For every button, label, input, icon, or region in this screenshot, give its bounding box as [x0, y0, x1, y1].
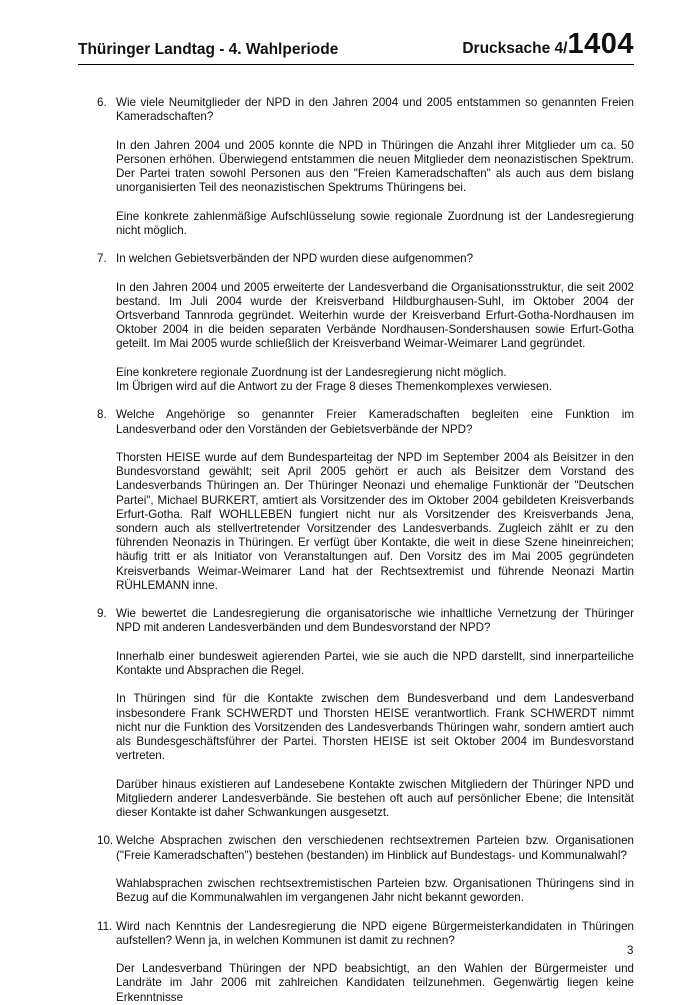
answer-paragraph: Innerhalb einer bundesweit agierenden Partei, wie sie auch die NPD darstellt, sind innerparteiliche Kontakte und Absprachen die Regel. [116, 649, 634, 677]
page-header [78, 20, 634, 65]
document-title: Thüringer Landtag - 4. Wahlperiode [78, 41, 339, 58]
question [97, 834, 634, 862]
question-number: 8. [97, 408, 107, 422]
question-text: Wie bewertet die Landesregierung die organisatorische wie inhaltliche Vernetzung der Thüringer NPD mit anderen Landesverbänden und dem Bundesvorstand der NPD? [116, 607, 634, 635]
answer-paragraph: Wahlabsprachen zwischen rechtsextremistischen Parteien bzw. Organisationen Thüringens sind in Bezug auf die Kommunalwahlen im vergangenen Jahr nicht bekannt geworden. [116, 876, 634, 905]
question-item [97, 920, 634, 1005]
answer-paragraph: In den Jahren 2004 und 2005 erweiterte der Landesverband die Organisationsstruktur, die seit 2002 bestand. Im Juli 2004 wurde der Kreisverband Hildburghausen-Suhl, im Oktober 2004 der Ortsverband Tannroda gegründet. Weiterhin wurde der Kreisverband Erfurt-Gotha-Nordhausen im Oktober 2004 in die beiden separaten Verbände Nordhausen-Sondershausen sowie Erfurt-Gotha geteilt. Im Mai 2005 wurde schließlich der Kreisverband Weimar-Weimarer Land gegründet. [116, 280, 634, 351]
question-number: 7. [97, 252, 107, 266]
answer-paragraph: Eine konkretere regionale Zuordnung ist der Landesregierung nicht möglich. Im Übrigen wird auf die Antwort zu der Frage 8 dieses Themenkomplexes verwiesen. [116, 365, 553, 393]
answer-paragraph: Der Landesverband Thüringen der NPD beabsichtigt, an den Wahlen der Bürgermeister und Landräte im Jahr 2006 mit zahlreichen Kandidaten teilzunehmen. Gegenwärtig liegen keine Erkenntnisse [116, 962, 634, 1004]
question [97, 920, 634, 948]
answer-paragraph: In den Jahren 2004 und 2005 konnte die NPD in Thüringen die Anzahl ihrer Mitglieder um ca. 50 Personen erhöhen. Überwiegend entstammen die neuen Mitglieder dem neonazistischen Spektrum. Der Partei traten sowohl Personen aus den "Freien Kameradschaften" als auch aus dem bislang unorganisierten Teil des neonazistischen Spektrums Thüringens bei. [116, 138, 634, 195]
question-item [97, 96, 634, 238]
question-number: 10. [97, 834, 114, 848]
question [97, 408, 634, 436]
question [97, 607, 634, 635]
question-text: Welche Angehörige so genannter Freier Kameradschaften begleiten eine Funktion im Landesverband oder den Vorständen der Gebietsverbände der NPD? [116, 408, 634, 436]
question-text: Welche Absprachen zwischen den verschiedenen rechtsextremen Parteien bzw. Organisationen ("Freie Kameradschaften") bestehen (bestanden) im Hinblick auf Bundestags- und Kommunalwahl? [116, 834, 634, 862]
question-text: In welchen Gebietsverbänden der NPD wurden diese aufgenommen? [116, 252, 474, 266]
question-number: 11. [97, 919, 113, 933]
question-text: Wie viele Neumitglieder der NPD in den Jahren 2004 und 2005 entstammen so genannten Freien Kameradschaften? [116, 96, 634, 124]
answer-paragraph: In Thüringen sind für die Kontakte zwischen dem Bundesverband und dem Landesverband insbesondere Frank SCHWERDT und Thorsten HEISE verantwortlich. Frank SCHWERDT nimmt nicht nur die Funktion des Vorsitzenden des Landesverbands Thüringen wahr, sondern amtiert auch als Bundesgeschäftsführer der Partei. Thorsten HEISE ist seit Oktober 2004 im Bundesvorstand vertreten. [116, 692, 634, 763]
question [97, 96, 634, 124]
question-number: 9. [97, 607, 107, 621]
question-item [97, 252, 634, 394]
answer-paragraph: Thorsten HEISE wurde auf dem Bundesparteitag der NPD im September 2004 als Beisitzer in den Bundesvorstand gewählt; seit April 2005 gehört er auch als Beisitzer dem Vorstand des Landesverbands Thüringen an. Der Thüringer Neonazi und ehemalige Funktionär der "Deutschen Partei", Michael BURKERT, amtiert als Vorsitzender des im Oktober 2004 gebildeten Kreisverbands Erfurt-Gotha. Ralf WOHLLEBEN fungiert nicht nur als Vorsitzender des Kreisverbands Jena, sondern auch als stellvertretender Vorsitzender des Landesverbands. Zugleich zählt er zu den führenden Neonazis in Thüringen. Er verfügt über Kontakte, die weit in diese Szene hineinreichen; häufig tritt er als Initiator von Veranstaltungen auf. Den Vorsitz des im Mai 2005 gegründeten Kreisverbands Weimar-Weimarer Land hat der Rechtsextremist und führende Neonazi Martin RÜHLEMANN inne. [116, 450, 634, 592]
drucksache-reference [462, 28, 634, 61]
question [97, 252, 634, 266]
question-text: Wird nach Kenntnis der Landesregierung die NPD eigene Bürgermeisterkandidaten in Thüringen aufstellen? Wenn ja, in welchen Kommunen ist damit zu rechnen? [116, 919, 634, 947]
question-item [97, 834, 634, 905]
drucksache-number: 1404 [567, 28, 634, 60]
drucksache-label: Drucksache 4/ [462, 40, 568, 57]
document-body [97, 96, 634, 1005]
question-item [97, 408, 634, 593]
answer-paragraph: Darüber hinaus existieren auf Landesebene Kontakte zwischen Mitgliedern der Thüringer NPD und Mitgliedern anderer Landesverbände. Sie bestehen oft auch auf persönlicher Ebene; die Intensität dieser Kontakte ist daher Schwankungen ausgesetzt. [116, 777, 634, 819]
answer-paragraph: Eine konkrete zahlenmäßige Aufschlüsselung sowie regionale Zuordnung ist der Landesregierung nicht möglich. [116, 209, 634, 237]
question-item [97, 607, 634, 820]
question-number: 6. [97, 96, 107, 109]
page-number: 3 [627, 944, 634, 957]
